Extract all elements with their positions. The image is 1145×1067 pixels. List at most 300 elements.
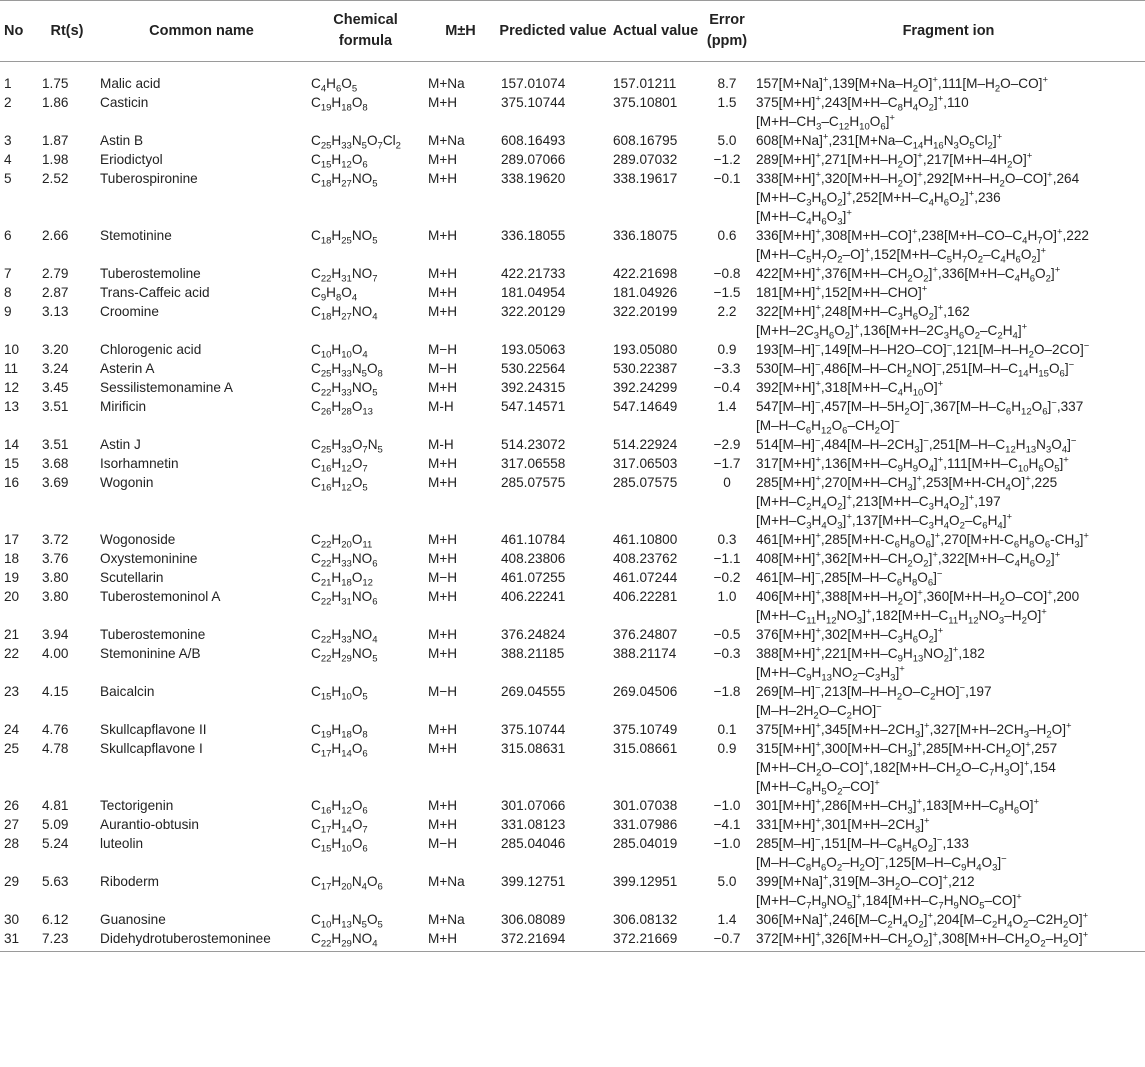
table-row [0,93,1145,131]
cell-predicted-value: 530.22564 [501,361,566,376]
cell-predicted-value: 181.04954 [501,285,566,300]
cell-error-ppm: 1.0 [717,589,737,604]
cell-adduct: M+H [428,285,458,300]
table-row [0,473,1145,530]
fragment-ion-line: $[M+H-C_7H_9NO_5]^+,184[M+H-C_7H_9NO_5-CO]^+$ [756,891,1022,912]
cell-fragment-ion [752,340,1145,359]
header-no: No [0,1,38,62]
cell-fragment-ion [752,473,1145,530]
cell-common-name: Astin B [100,133,144,148]
cell-chemical-formula: $C_{16}H_{12}O_6$ [311,798,368,817]
cell-error-ppm: 1.4 [717,399,737,414]
cell-fragment-ion [752,378,1145,397]
cell-predicted-value: 375.10744 [501,722,566,737]
cell-actual-value: 285.07575 [613,475,678,490]
fragment-ion-line: $289[M+H]^+,271[M+H-H_2O]^+,217[M+H-4H_2O]^+$ [756,150,1033,171]
cell-common-name: Tuberostemonine [100,627,206,642]
cell-no: 25 [4,741,20,756]
fragment-ion-line: $331[M+H]^+,301[M+H-2CH_3]^+$ [756,815,930,836]
cell-fragment-ion [752,587,1145,625]
cell-no: 4 [4,152,12,167]
cell-predicted-value: 375.10744 [501,95,566,110]
cell-no: 5 [4,171,12,186]
cell-rt: 4.00 [42,646,69,661]
cell-fragment-ion [752,739,1145,796]
cell-common-name: Tuberostemoline [100,266,201,281]
cell-no: 8 [4,285,12,300]
cell-error-ppm: 5.0 [717,874,737,889]
cell-error-ppm: 2.2 [717,304,737,319]
cell-actual-value: 608.16795 [613,133,678,148]
cell-adduct: M+H [428,589,458,604]
cell-chemical-formula: $C_{15}H_{12}O_6$ [311,152,368,171]
cell-actual-value: 530.22387 [613,361,678,376]
cell-error-ppm: 1.5 [717,95,737,110]
cell-common-name: Croomine [100,304,159,319]
table-row [0,226,1145,264]
fragment-ion-line: $376[M+H]^+,302[M+H-C_3H_6O_2]^+$ [756,625,944,646]
cell-no: 22 [4,646,20,661]
cell-chemical-formula: $C_{15}H_{10}O_5$ [311,684,368,703]
cell-fragment-ion [752,150,1145,169]
cell-actual-value: 547.14649 [613,399,678,414]
cell-chemical-formula: $C_{17}H_{14}O_7$ [311,817,368,836]
cell-common-name: Malic acid [100,76,161,91]
cell-common-name: Sessilistemonamine A [100,380,233,395]
cell-predicted-value: 315.08631 [501,741,566,756]
cell-adduct: M+H [428,380,458,395]
fragment-ion-line: $408[M+H]^+,362[M+H-CH_2O_2]^+,322[M+H-C_4H_6O_2]^+$ [756,549,1061,570]
cell-adduct: M+H [428,171,458,186]
cell-error-ppm: −1.0 [713,798,741,813]
cell-no: 13 [4,399,20,414]
cell-adduct: M+H [428,152,458,167]
fragment-ion-line: 181[M+H]+,152[M+H–CHO]+ [756,283,928,300]
fragment-ion-line: $336[M+H]^+,308[M+H-CO]^+,238[M+H-CO-C_4H_7O]^+,222$ [756,226,1089,247]
cell-adduct: M+Na [428,133,465,148]
table-row [0,169,1145,226]
fragment-ion-line: $422[M+H]^+,376[M+H-CH_2O_2]^+,336[M+H-C_4H_6O_2]^+$ [756,264,1061,285]
cell-actual-value: 461.07244 [613,570,678,585]
table-body [0,62,1145,952]
cell-no: 30 [4,912,20,927]
cell-error-ppm: −4.1 [713,817,741,832]
cell-adduct: M+Na [428,912,465,927]
cell-common-name: Tuberostemoninol A [100,589,221,604]
cell-error-ppm: 1.4 [717,912,737,927]
cell-predicted-value: 461.07255 [501,570,566,585]
cell-common-name: luteolin [100,836,144,851]
fragment-ion-line: $[M+H-C_9H_{13}NO_2-C_3H_3]^+$ [756,663,905,684]
cell-adduct: M+H [428,475,458,490]
cell-no: 1 [4,76,12,91]
cell-predicted-value: 372.21694 [497,929,609,952]
cell-rt: 3.51 [42,437,69,452]
cell-error-ppm: −0.7 [702,929,752,952]
cell-common-name: Isorhamnetin [100,456,179,471]
cell-predicted-value: 338.19620 [501,171,566,186]
fragment-ion-line: $547[M-H]^-,457[M-H-5H_2O]^-,367[M-H-C_6H_{12}O_6]^-,337$ [756,397,1084,418]
cell-predicted-value: 408.23806 [501,551,566,566]
cell-common-name: Mirificin [100,399,147,414]
cell-chemical-formula: $C_{25}H_{33}N_5O_7Cl_2$ [311,133,401,152]
cell-common-name: Wogonin [100,475,154,490]
cell-common-name: Trans-Caffeic acid [100,285,210,300]
cell-predicted-value: 608.16493 [501,133,566,148]
cell-actual-value: 408.23762 [613,551,678,566]
cell-actual-value: 461.10800 [613,532,678,547]
cell-rt: 3.24 [42,361,69,376]
fragment-ion-line: $399[M+Na]^+,319[M-3H_2O-CO]^+,212$ [756,872,975,893]
cell-fragment-ion [752,454,1145,473]
table-row [0,682,1145,720]
header-fragment-ion: Fragment ion [752,1,1145,62]
header-predicted-value: Predicted value [497,1,609,62]
table-row [0,264,1145,283]
fragment-ion-line: $[M+H-C_5H_7O_2-O]^+,152[M+H-C_5H_7O_2-C_4H_6O_2]^+$ [756,245,1047,266]
cell-chemical-formula: $C_{22}H_{33}NO_4$ [311,627,378,646]
cell-fragment-ion [752,359,1145,378]
cell-no: 12 [4,380,20,395]
cell-error-ppm: −0.4 [713,380,741,395]
cell-actual-value: 181.04926 [613,285,678,300]
cell-chemical-formula: $C_{22}H_{33}NO_5$ [311,380,378,399]
cell-error-ppm: −0.8 [713,266,741,281]
cell-fragment-ion [752,872,1145,910]
cell-common-name: Baicalcin [100,684,155,699]
cell-predicted-value: 157.01074 [501,76,566,91]
fragment-ion-line: $285[M-H]^-,151[M-H-C_8H_6O_2]^-,133$ [756,834,969,855]
cell-fragment-ion [752,929,1145,952]
cell-fragment-ion [752,397,1145,435]
cell-common-name: Guanosine [100,912,166,927]
fragment-ion-line: $[M+H-C_3H_4O_3]^+,137[M+H-C_3H_4O_2-C_6H_4]^+$ [756,511,1013,532]
table-row [0,435,1145,454]
cell-error-ppm: −0.5 [713,627,741,642]
cell-no: 11 [4,361,19,376]
table-row [0,739,1145,796]
cell-rt: 3.20 [42,342,69,357]
table-row [0,150,1145,169]
cell-chemical-formula: $C_{16}H_{12}O_7$ [311,456,368,475]
cell-predicted-value: 376.24824 [501,627,566,642]
cell-actual-value: 301.07038 [613,798,678,813]
cell-fragment-ion [752,226,1145,264]
fragment-ion-line: $306[M+Na]^+,246[M-C_2H_4O_2]^+,204[M-C_2H_4O_2-C2H_2O]^+$ [756,910,1089,931]
table-row [0,340,1145,359]
header-rt: Rt(s) [38,1,96,62]
table-row [0,644,1145,682]
cell-error-ppm: 0.3 [717,532,737,547]
cell-predicted-value: 269.04555 [501,684,566,699]
cell-actual-value: 392.24299 [613,380,678,395]
cell-no: 24 [4,722,20,737]
cell-chemical-formula: $C_{16}H_{12}O_5$ [311,475,368,494]
cell-common-name: Aurantio-obtusin [100,817,199,832]
cell-fragment-ion [752,435,1145,454]
fragment-ion-line: $608[M+Na]^+,231[M+Na-C_{14}H_{16}N_3O_5Cl_2]^+$ [756,131,1003,152]
cell-rt: 5.09 [42,817,69,832]
cell-rt: 1.86 [42,95,69,110]
cell-chemical-formula: $C_{17}H_{20}N_4O_6$ [311,874,383,893]
cell-chemical-formula: $C_9H_8O_4$ [311,285,358,304]
fragment-ion-line: $372[M+H]^+,326[M+H-CH_2O_2]^+,308[M+H-CH_2O_2-H_2O]^+$ [756,929,1089,950]
table-row [0,568,1145,587]
table-row [0,454,1145,473]
header-error-ppm: Error (ppm) [702,1,752,62]
cell-predicted-value: 336.18055 [501,228,566,243]
cell-fragment-ion [752,264,1145,283]
cell-predicted-value: 392.24315 [501,380,566,395]
cell-fragment-ion [752,682,1145,720]
cell-fragment-ion [752,720,1145,739]
cell-predicted-value: 331.08123 [501,817,566,832]
cell-actual-value: 269.04506 [613,684,678,699]
cell-error-ppm: −1.2 [713,152,741,167]
fragment-ion-line: $388[M+H]^+,221[M+H-C_9H_{13}NO_2]^+,182$ [756,644,985,665]
cell-adduct: M−H [428,836,458,851]
cell-adduct: M+H [428,722,458,737]
cell-error-ppm: −0.1 [713,171,741,186]
cell-chemical-formula: $C_{17}H_{14}O_6$ [311,741,368,760]
cell-actual-value: 514.22924 [613,437,678,452]
cell-actual-value: 285.04019 [613,836,678,851]
cell-common-name: Casticin [100,95,149,110]
cell-adduct: M−H [428,342,458,357]
cell-rt: 4.81 [42,798,69,813]
table-row [0,796,1145,815]
cell-adduct: M−H [428,684,458,699]
cell-common-name: Chlorogenic acid [100,342,202,357]
fragment-ion-line: $392[M+H]^+,318[M+H-C_4H_{10}O]^+$ [756,378,944,399]
cell-rt: 2.79 [42,266,69,281]
cell-actual-value: 322.20199 [613,304,678,319]
cell-rt: 5.24 [42,836,69,851]
cell-chemical-formula: $C_{19}H_{18}O_8$ [311,722,368,741]
cell-predicted-value: 306.08089 [501,912,566,927]
cell-chemical-formula: $C_{15}H_{10}O_6$ [311,836,368,855]
cell-fragment-ion [752,549,1145,568]
cell-error-ppm: 5.0 [717,133,737,148]
cell-rt: 3.94 [42,627,69,642]
cell-common-name: Riboderm [100,874,159,889]
cell-adduct: M-H [428,399,454,414]
cell-chemical-formula: $C_{10}H_{13}N_5O_5$ [311,912,383,931]
cell-fragment-ion [752,169,1145,226]
cell-no: 23 [4,684,20,699]
cell-adduct: M+H [428,456,458,471]
cell-predicted-value: 322.20129 [501,304,566,319]
cell-fragment-ion [752,910,1145,929]
cell-actual-value: 306.08132 [613,912,678,927]
cell-no: 27 [4,817,20,832]
cell-adduct: M+Na [428,76,465,91]
fragment-ion-line: $157[M+Na]^+,139[M+Na-H_2O]^+,111[M-H_2O-CO]^+$ [756,74,1049,95]
table-row [0,872,1145,910]
cell-error-ppm: −1.5 [713,285,741,300]
cell-rt: 2.87 [42,285,69,300]
fragment-ion-line: $[M+H-C_8H_5O_2-CO]^+$ [756,777,880,798]
cell-no: 6 [4,228,12,243]
cell-predicted-value: 461.10784 [501,532,566,547]
cell-chemical-formula: $C_{26}H_{28}O_{13}$ [311,399,373,418]
cell-error-ppm: −1.8 [713,684,741,699]
cell-predicted-value: 301.07066 [501,798,566,813]
table-row [0,378,1145,397]
cell-chemical-formula: $C_{18}H_{27}NO_5$ [311,171,378,190]
cell-rt: 3.80 [42,589,69,604]
cell-error-ppm: 0.1 [717,722,737,737]
cell-actual-value: 399.12951 [613,874,678,889]
cell-error-ppm: −0.3 [713,646,741,661]
table-row [0,720,1145,739]
fragment-ion-line: $315[M+H]^+,300[M+H-CH_3]^+,285[M+H-CH_2O]^+,257$ [756,739,1058,760]
cell-predicted-value: 514.23072 [501,437,566,452]
cell-no: 20 [4,589,20,604]
cell-rt: 3.80 [42,570,69,585]
cell-error-ppm: 0.9 [717,741,737,756]
fragment-ion-line: $461[M+H]^+,285[M+H-C_6H_8O_6]^+,270[M+H-C_6H_8O_6-CH_3]^+$ [756,530,1089,551]
cell-predicted-value: 317.06558 [501,456,566,471]
cell-chemical-formula: $C_{18}H_{27}NO_4$ [311,304,378,323]
fragment-ion-line: $322[M+H]^+,248[M+H-C_3H_6O_2]^+,162$ [756,302,970,323]
fragment-ion-line: $285[M+H]^+,270[M+H-CH_3]^+,253[M+H-CH_4O]^+,225$ [756,473,1058,494]
cell-fragment-ion [752,283,1145,302]
fragment-ion-line: $[M+H-C_{11}H_{12}NO_3]^+,182[M+H-C_{11}H_{12}NO_3-H_2O]^+$ [756,606,1047,627]
cell-fragment-ion [752,834,1145,872]
fragment-ion-line: $[M-H-C_8H_6O_2-H_2O]^-,125[M-H-C_9H_4O_3]^-$ [756,853,1007,874]
cell-no: 18 [4,551,20,566]
cell-error-ppm: 0.9 [717,342,737,357]
cell-no: 31 [0,929,38,952]
cell-predicted-value: 285.07575 [501,475,566,490]
cell-common-name: Skullcapflavone I [100,741,203,756]
cell-common-name: Skullcapflavone II [100,722,207,737]
fragment-ion-line: $[M+H-CH_2O-CO]^+,182[M+H-CH_2O-C_7H_3O]^+,154$ [756,758,1056,779]
cell-rt: 2.66 [42,228,69,243]
cell-predicted-value: 399.12751 [501,874,566,889]
table-row [0,131,1145,150]
fragment-ion-line: $[M+H-C_3H_6O_2]^+,252[M+H-C_4H_6O_2]^+,236$ [756,188,1001,209]
cell-chemical-formula: $C_{22}H_{33}NO_6$ [311,551,378,570]
cell-chemical-formula: $C_{22}H_{29}NO_4$ [307,929,424,952]
fragment-ion-line: $461[M-H]^-,285[M-H-C_6H_8O_6]^-$ [756,568,943,589]
cell-rt: 4.15 [42,684,69,699]
cell-rt: 3.68 [42,456,69,471]
cell-no: 9 [4,304,12,319]
cell-no: 29 [4,874,20,889]
cell-fragment-ion [752,93,1145,131]
cell-rt: 5.63 [42,874,69,889]
cell-adduct: M+H [428,95,458,110]
cell-chemical-formula: $C_{10}H_{10}O_4$ [311,342,368,361]
cell-actual-value: 422.21698 [613,266,678,281]
cell-actual-value: 336.18075 [613,228,678,243]
cell-no: 17 [4,532,20,547]
cell-error-ppm: −1.1 [713,551,741,566]
cell-adduct: M+H [428,817,458,832]
cell-fragment-ion [752,62,1145,94]
cell-common-name: Eriodictyol [100,152,163,167]
cell-chemical-formula: $C_{22}H_{20}O_{11}$ [311,532,373,551]
fragment-ion-line: $375[M+H]^+,345[M+H-2CH_3]^+,327[M+H-2CH_3-H_2O]^+$ [756,720,1072,741]
cell-rt: 3.45 [42,380,69,395]
fragment-ion-line: $375[M+H]^+,243[M+H-C_8H_4O_2]^+,110$ [756,93,969,114]
header-common-name: Common name [96,1,307,62]
cell-common-name: Stemotinine [100,228,172,243]
cell-common-name: Astin J [100,437,141,452]
table-row [0,815,1145,834]
cell-fragment-ion [752,625,1145,644]
cell-error-ppm: −1.7 [713,456,741,471]
cell-rt: 3.51 [42,399,69,414]
table-row [0,587,1145,625]
fragment-ion-line: $406[M+H]^+,388[M+H-H_2O]^+,360[M+H-H_2O-CO]^+,200$ [756,587,1080,608]
cell-fragment-ion [752,568,1145,587]
cell-no: 7 [4,266,12,281]
cell-chemical-formula: $C_{25}H_{33}N_5O_8$ [311,361,383,380]
cell-actual-value: 406.22281 [613,589,678,604]
cell-adduct: M+H [428,228,458,243]
cell-actual-value: 375.10801 [613,95,678,110]
cell-adduct: M+H [428,266,458,281]
cell-rt: 1.75 [42,76,69,91]
cell-actual-value: 317.06503 [613,456,678,471]
cell-adduct: M+H [428,304,458,319]
table-row [0,834,1145,872]
cell-common-name: Wogonoside [100,532,176,547]
table-row [0,62,1145,94]
cell-adduct: M+H [428,627,458,642]
cell-common-name: Oxystemoninine [100,551,198,566]
cell-actual-value: 157.01211 [613,76,677,91]
cell-fragment-ion [752,815,1145,834]
cell-rt: 4.76 [42,722,69,737]
cell-rt: 1.98 [42,152,69,167]
cell-no: 28 [4,836,20,851]
fragment-ion-line: $530[M-H]^-,486[M-H-CH_2NO]^-,251[M-H-C_{14}H_{15}O_6]^-$ [756,359,1075,380]
cell-chemical-formula: $C_{22}H_{29}NO_5$ [311,646,378,665]
fragment-ion-line: $[M+H-C_2H_4O_2]^+,213[M+H-C_3H_4O_2]^+,197$ [756,492,1001,513]
cell-common-name: Tectorigenin [100,798,174,813]
cell-actual-value: 193.05080 [613,342,678,357]
cell-actual-value: 289.07032 [613,152,678,167]
fragment-ion-line: $269[M-H]^-,213[M-H-H_2O-C_2HO]^-,197$ [756,682,992,703]
cell-no: 3 [4,133,12,148]
header-adduct: M±H [424,1,497,62]
table-row [0,530,1145,549]
cell-adduct: M+H [428,532,458,547]
cell-rt: 3.76 [42,551,69,566]
cell-common-name: Stemoninine A/B [100,646,201,661]
fragment-ion-line: $[M+H-2C_3H_6O_2]^+,136[M+H-2C_3H_6O_2-C_2H_4]^+$ [756,321,1028,342]
cell-actual-value: 388.21174 [613,646,677,661]
cell-predicted-value: 285.04046 [501,836,566,851]
cell-rt: 3.13 [42,304,69,319]
cell-adduct: M+H [428,646,458,661]
cell-rt: 3.69 [42,475,69,490]
cell-adduct: M−H [428,361,458,376]
cell-predicted-value: 289.07066 [501,152,566,167]
cell-chemical-formula: $C_{25}H_{33}O_7N_5$ [311,437,383,456]
cell-rt: 1.87 [42,133,69,148]
fragment-ion-line: $317[M+H]^+,136[M+H-C_9H_9O_4]^+,111[M+H-C_{10}H_6O_5]^+$ [756,454,1069,475]
cell-common-name: Asterin A [100,361,155,376]
cell-predicted-value: 406.22241 [501,589,566,604]
cell-fragment-ion [752,131,1145,150]
table-row [0,302,1145,340]
cell-adduct: M+H [428,551,458,566]
